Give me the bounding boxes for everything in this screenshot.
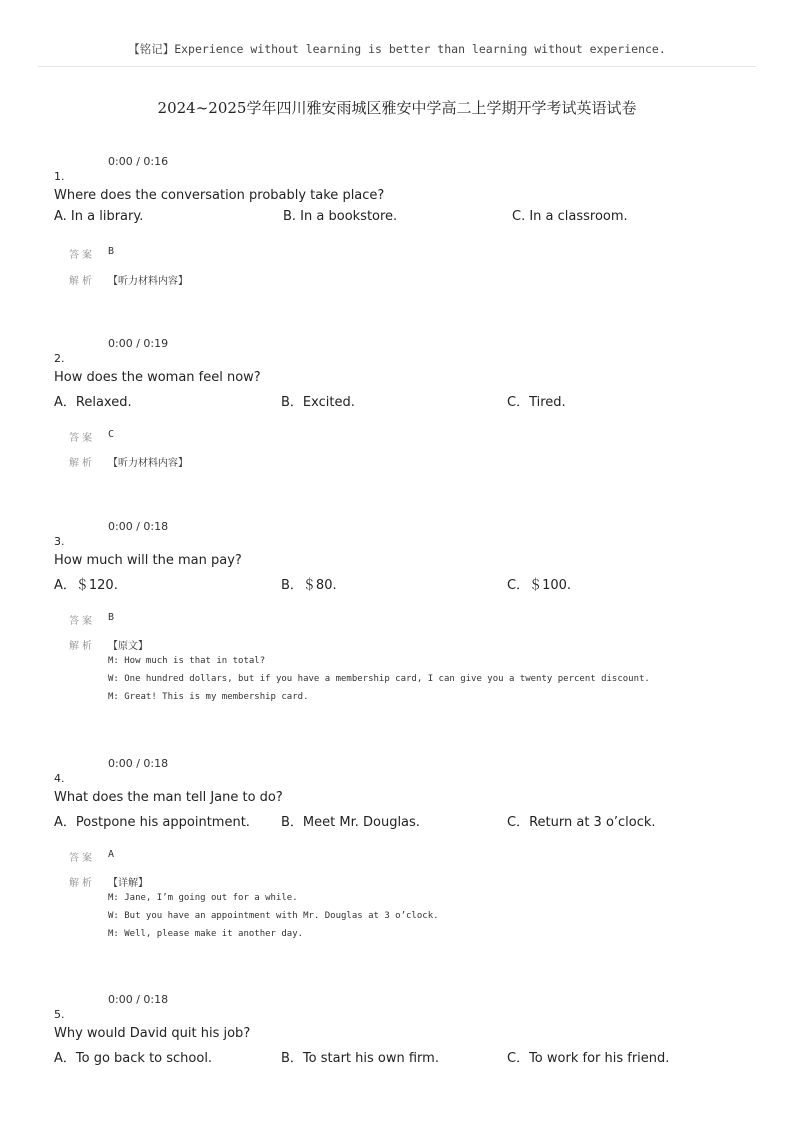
analysis-label: 解析	[69, 878, 95, 889]
option-a[interactable]: A．To go back to school.	[54, 1051, 213, 1066]
option-c[interactable]: C. In a classroom.	[512, 209, 628, 224]
audio-player-time[interactable]: 0:00 / 0:16	[108, 155, 169, 168]
question-stem: Why would David quit his job?	[54, 1026, 251, 1041]
analysis-label: 解析	[69, 276, 95, 287]
analysis-heading: 【听力材料内容】	[108, 276, 188, 287]
analysis-heading: 【详解】	[108, 878, 148, 889]
transcript-line: W: But you have an appointment with Mr. Douglas at 3 o’clock.	[108, 911, 439, 921]
page-title: 2024~2025学年四川雅安雨城区雅安中学高二上学期开学考试英语试卷	[157, 99, 637, 117]
answer-label: 答案	[69, 433, 95, 444]
option-b[interactable]: B．＄80.	[281, 578, 337, 593]
option-a[interactable]: A. In a library.	[54, 209, 144, 224]
question-stem: How does the woman feel now?	[54, 370, 261, 385]
analysis-label: 解析	[69, 641, 95, 652]
header-motto: 【铭记】Experience without learning is better than learning without experience.	[128, 42, 666, 56]
option-c[interactable]: C．To work for his friend.	[507, 1051, 670, 1066]
option-a[interactable]: A．＄120.	[54, 578, 118, 593]
audio-player-time[interactable]: 0:00 / 0:18	[108, 757, 169, 770]
answer-label: 答案	[69, 853, 95, 864]
question-stem: How much will the man pay?	[54, 553, 242, 568]
audio-player-time[interactable]: 0:00 / 0:18	[108, 520, 169, 533]
analysis-heading: 【听力材料内容】	[108, 458, 188, 469]
transcript-line: M: How much is that in total?	[108, 656, 266, 666]
option-b[interactable]: B．To start his own firm.	[281, 1051, 439, 1066]
transcript-line: M: Well, please make it another day.	[108, 929, 304, 939]
question-number: 2.	[54, 352, 65, 365]
answer-value: A	[108, 849, 115, 860]
transcript-line: M: Great! This is my membership card.	[108, 692, 309, 702]
question-stem: What does the man tell Jane to do?	[54, 790, 283, 805]
question-number: 3.	[54, 535, 65, 548]
header-divider	[38, 66, 756, 67]
answer-label: 答案	[69, 250, 95, 261]
option-c[interactable]: C．Tired.	[507, 395, 566, 410]
option-b[interactable]: B．Excited.	[281, 395, 355, 410]
option-c[interactable]: C．＄100.	[507, 578, 572, 593]
option-b[interactable]: B．Meet Mr. Douglas.	[281, 815, 420, 830]
option-b[interactable]: B. In a bookstore.	[283, 209, 398, 224]
option-a[interactable]: A．Postpone his appointment.	[54, 815, 250, 830]
answer-label: 答案	[69, 616, 95, 627]
option-c[interactable]: C．Return at 3 o’clock.	[507, 815, 656, 830]
answer-value: C	[108, 429, 115, 440]
question-stem: Where does the conversation probably take place?	[54, 188, 385, 203]
audio-player-time[interactable]: 0:00 / 0:19	[108, 337, 169, 350]
option-a[interactable]: A．Relaxed.	[54, 395, 132, 410]
analysis-label: 解析	[69, 458, 95, 469]
analysis-heading: 【原文】	[108, 641, 148, 652]
audio-player-time[interactable]: 0:00 / 0:18	[108, 993, 169, 1006]
transcript-line: W: One hundred dollars, but if you have a membership card, I can give you a twenty percent discount.	[108, 674, 650, 684]
transcript-line: M: Jane, I’m going out for a while.	[108, 893, 298, 903]
question-number: 1.	[54, 170, 65, 183]
question-number: 4.	[54, 772, 65, 785]
question-number: 5.	[54, 1008, 65, 1021]
answer-value: B	[108, 246, 115, 257]
answer-value: B	[108, 612, 115, 623]
